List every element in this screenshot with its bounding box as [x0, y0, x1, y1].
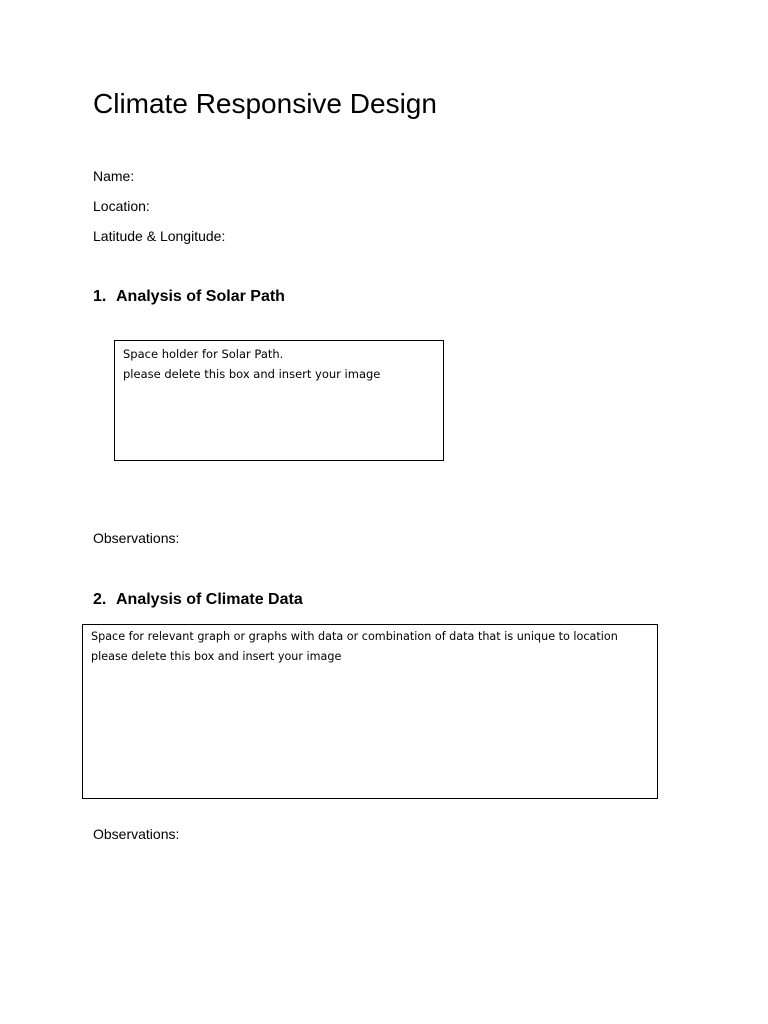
observations-label: Observations: [93, 530, 180, 546]
latitude-longitude-label: Latitude & Longitude: [93, 228, 226, 244]
document-title: Climate Responsive Design [93, 88, 437, 119]
section-heading: Analysis of Solar Path [116, 288, 285, 305]
section-number: 1. [93, 288, 107, 305]
section-heading: Analysis of Climate Data [116, 591, 303, 608]
climate-data-image-placeholder[interactable] [82, 624, 658, 799]
placeholder-text: Space for relevant graph or graphs with data or combination of data that is unique to location [91, 630, 618, 643]
section-number: 2. [93, 591, 107, 608]
placeholder-instruction: please delete this box and insert your image [91, 650, 342, 663]
placeholder-text: Space holder for Solar Path. [123, 347, 284, 361]
solar-path-image-placeholder[interactable] [114, 340, 444, 461]
placeholder-instruction: please delete this box and insert your image [123, 367, 381, 381]
location-label: Location: [93, 198, 150, 214]
name-label: Name: [93, 168, 135, 184]
observations-label: Observations: [93, 826, 180, 842]
